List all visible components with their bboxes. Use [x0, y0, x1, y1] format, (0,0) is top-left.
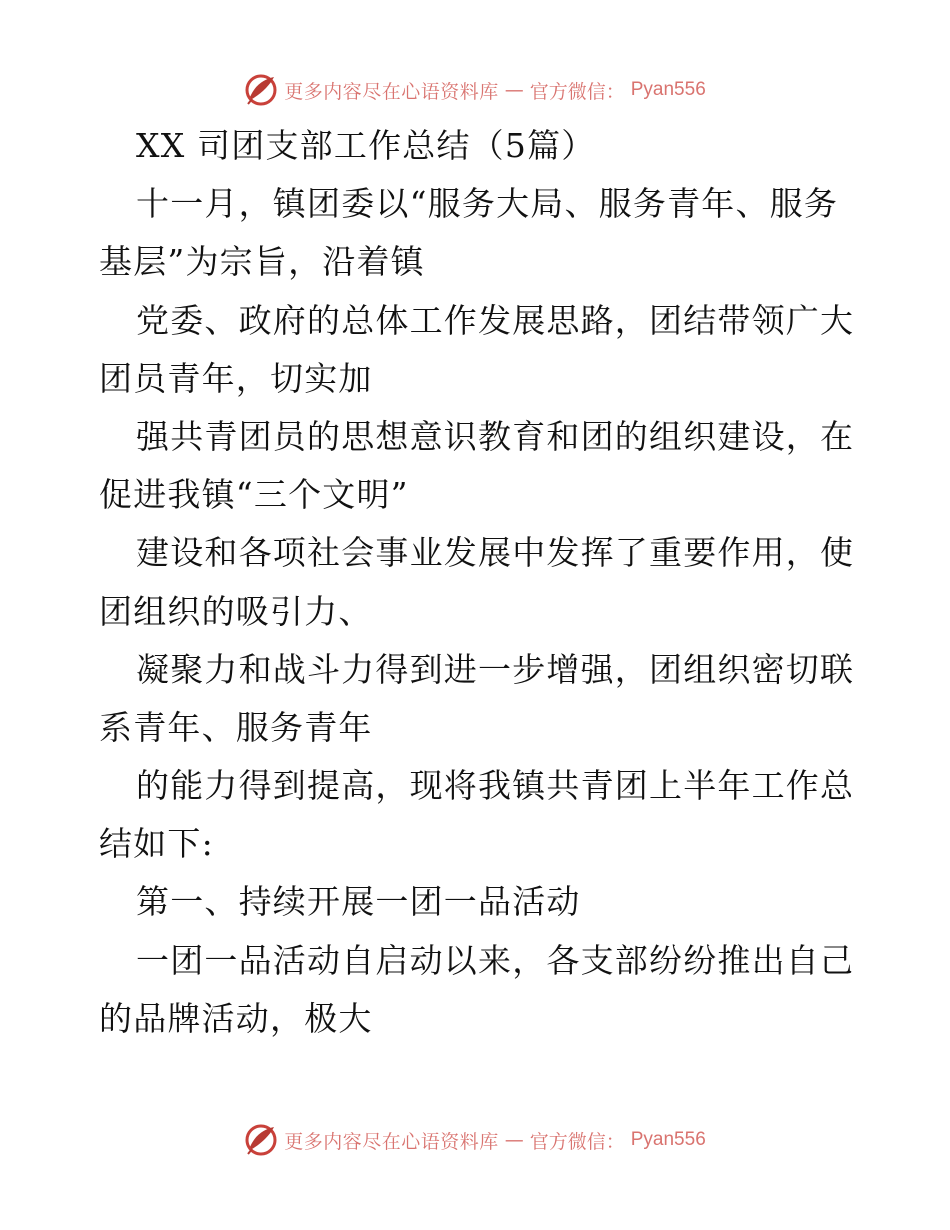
document-body: [99, 117, 859, 1048]
text-line: 的能力得到提高，现将我镇共青团上半年工作总: [136, 766, 855, 806]
text-line: 团员青年，切实加: [99, 358, 373, 398]
text-line: 凝聚力和战斗力得到进一步增强，团组织密切联: [136, 649, 855, 689]
text-line: 强共青团员的思想意识教育和团的组织建设，在: [136, 416, 855, 456]
text-line: 系青年、服务青年: [99, 707, 373, 747]
text-line: 促进我镇“三个文明”: [99, 475, 409, 515]
quill-logo-icon: [244, 1123, 278, 1157]
banner-separator: —: [504, 1129, 524, 1151]
section-heading: 第一、持续开展一团一品活动: [136, 882, 581, 922]
banner-wechat-id: Pyan556: [630, 79, 706, 100]
banner-separator: —: [504, 79, 524, 101]
text-line: 建设和各项社会事业发展中发挥了重要作用，使: [136, 533, 855, 573]
banner-wechat-id: Pyan556: [630, 1129, 706, 1150]
text-line: 党委、政府的总体工作发展思路，团结带领广大: [136, 300, 855, 340]
banner-wechat-label: 官方微信：: [529, 80, 625, 103]
text-line: 一团一品活动自启动以来，各支部纷纷推出自己: [136, 940, 855, 980]
text-line: 十一月，镇团委以“服务大局、服务青年、服务: [136, 184, 839, 224]
quill-logo-icon: [244, 73, 278, 107]
header-banner: [0, 70, 950, 110]
text-line: 基层”为宗旨，沿着镇: [99, 242, 425, 282]
text-line: 的品牌活动，极大: [99, 998, 373, 1038]
footer-banner: [0, 1120, 950, 1160]
banner-slogan: 更多内容尽在心语资料库: [284, 80, 499, 103]
document-title: XX 司团支部工作总结（5篇）: [136, 126, 596, 165]
banner-slogan: 更多内容尽在心语资料库: [284, 1130, 499, 1153]
banner-wechat-label: 官方微信：: [529, 1130, 625, 1153]
text-line: 结如下:: [99, 824, 214, 864]
text-line: 团组织的吸引力、: [99, 591, 373, 631]
